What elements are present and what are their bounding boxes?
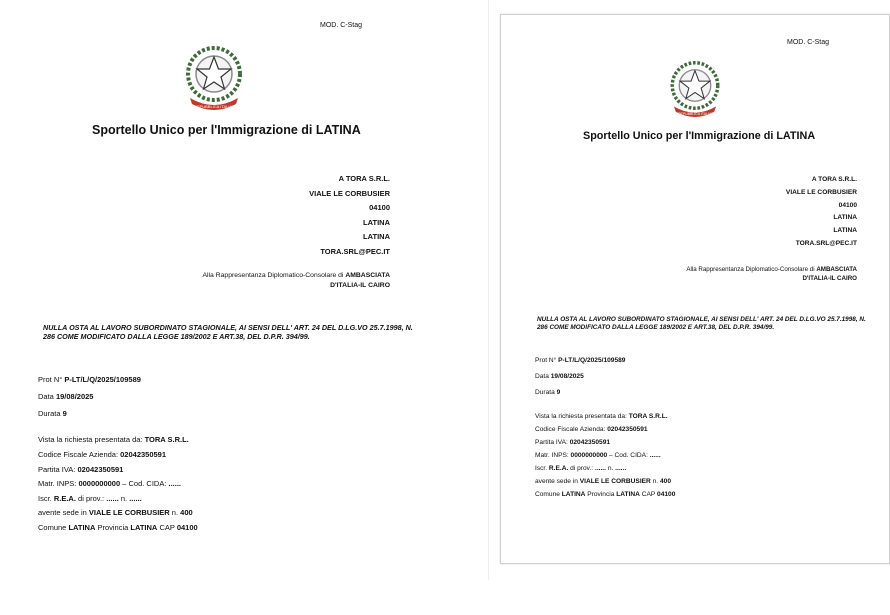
duration-value: 9 (62, 409, 67, 418)
emblem-ribbon-text: REPUBBLICA ITALIANA (678, 112, 717, 116)
date-line (38, 392, 93, 401)
duration-line (38, 409, 67, 418)
cida-label: – Cod. CIDA: (607, 452, 650, 459)
rea-prov-value: ...... (594, 465, 606, 472)
embassy-name: AMBASCIATA (345, 272, 390, 279)
applicant-label: Vista la richiesta presentata da: (38, 435, 145, 444)
cida-value: ...... (168, 479, 182, 488)
cap-label: CAP (639, 491, 658, 498)
fiscal-code-label: Codice Fiscale Azienda: (38, 450, 121, 459)
province-label: Provincia (585, 491, 617, 498)
nulla-osta-heading: NULLA OSTA AL LAVORO SUBORDINATO STAGIONALE, AI SENSI DELL' ART. 24 DEL D.LG.VO 25.7.1998, N. 286 COME MODIFICATO DALLA LEGGE 189/2002 E ART.38, DEL D.P.R. 394/99. (537, 316, 866, 331)
headquarters-line (38, 508, 193, 517)
recipient-line: VIALE LE CORBUSIER (309, 188, 390, 198)
recipient-line: VIALE LE CORBUSIER (785, 188, 857, 196)
fiscal-code-label: Codice Fiscale Azienda: (535, 426, 608, 433)
municipality-label: Comune (535, 491, 562, 498)
municipality-line (535, 491, 675, 498)
inps-label: Matr. INPS: (535, 452, 571, 459)
fiscal-code-value: 02042350591 (607, 426, 648, 433)
municipality-value: LATINA (68, 523, 96, 532)
embassy-block (203, 271, 391, 291)
inps-line (38, 479, 181, 488)
embassy-prefix: Alla Rappresentanza Diplomatico-Consolare di (686, 266, 817, 273)
date-label: Data (535, 373, 551, 380)
headquarters-value: VIALE LE CORBUSIER (579, 478, 651, 485)
form-code: MOD. C-Stag (787, 39, 830, 46)
applicant-line (535, 413, 668, 420)
inps-value: 0000000000 (78, 479, 121, 488)
rea-label: R.E.A. (548, 465, 569, 472)
duration-label: Durata (535, 389, 557, 396)
protocol-value: P-LT/L/Q/2025/109589 (64, 375, 141, 384)
rea-prov-label: di prov.: (75, 494, 107, 503)
recipient-line: LATINA (363, 232, 390, 241)
province-value: LATINA (616, 491, 640, 498)
recipient-email: TORA.SRL@PEC.IT (320, 246, 390, 256)
embassy-name: AMBASCIATA (816, 266, 857, 273)
embassy-name-2: D'ITALIA-IL CAIRO (802, 275, 857, 282)
vat-value: 02042350591 (77, 465, 124, 474)
rea-n-label: n. (118, 494, 130, 503)
recipient-line: 04100 (838, 201, 857, 209)
duration-line (535, 389, 560, 396)
iscr-label: Iscr. (535, 465, 549, 472)
headquarters-n-value: 400 (180, 508, 193, 517)
vat-value: 02042350591 (569, 439, 611, 446)
inps-value: 0000000000 (570, 452, 608, 459)
municipality-label: Comune (38, 523, 69, 532)
recipient-line: A TORA S.R.L. (338, 174, 390, 183)
fiscal-code-line (535, 426, 648, 433)
province-value: LATINA (130, 523, 158, 532)
protocol-line (535, 357, 625, 364)
date-label: Data (38, 392, 56, 401)
nulla-osta-heading: NULLA OSTA AL LAVORO SUBORDINATO STAGIONALE, AI SENSI DELL' ART. 24 DEL D.LG.VO 25.7.1998, N. 286 COME MODIFICATO DALLA LEGGE 189/2002 E ART.38, DEL D.P.R. 394/99. (43, 323, 413, 341)
cap-value: 04100 (176, 523, 198, 532)
recipient-line: LATINA (833, 214, 857, 222)
headquarters-label: avente sede in (38, 508, 89, 517)
protocol-label: Prot N° (38, 375, 65, 384)
protocol-label: Prot N° (535, 357, 559, 364)
applicant-label: Vista la richiesta presentata da: (535, 413, 629, 420)
recipient-line: A TORA S.R.L. (811, 176, 857, 183)
recipient-line: LATINA (833, 227, 857, 235)
rea-prov-value: ...... (106, 494, 119, 503)
inps-line (535, 452, 661, 459)
vat-label: Partita IVA: (535, 439, 570, 446)
recipient-email: TORA.SRL@PEC.IT (795, 239, 857, 247)
municipality-value: LATINA (561, 491, 586, 498)
rea-line (38, 494, 142, 503)
embassy-name-2: D'ITALIA-IL CAIRO (330, 282, 390, 289)
headquarters-line (535, 478, 671, 485)
fiscal-code-value: 02042350591 (120, 450, 167, 459)
date-value: 19/08/2025 (550, 373, 584, 380)
headquarters-n-label: n. (169, 508, 181, 517)
embassy-block (686, 265, 857, 283)
cida-value: ...... (649, 452, 661, 459)
rea-prov-label: di prov.: (568, 465, 595, 472)
rea-n-value: ...... (615, 465, 627, 472)
applicant-value: TORA S.R.L. (144, 435, 189, 444)
municipality-line (38, 523, 198, 532)
recipient-line: LATINA (363, 217, 390, 227)
protocol-line (38, 375, 141, 384)
rea-line (535, 465, 626, 472)
cap-label: CAP (157, 523, 177, 532)
headquarters-value: VIALE LE CORBUSIER (88, 508, 170, 517)
headquarters-n-value: 400 (659, 478, 671, 485)
cap-value: 04100 (657, 491, 676, 498)
applicant-line (38, 435, 189, 444)
duration-label: Durata (38, 409, 63, 418)
rea-n-value: ...... (129, 494, 142, 503)
date-value: 19/08/2025 (55, 392, 94, 401)
fiscal-code-line (38, 450, 166, 459)
office-title: Sportello Unico per l'Immigrazione di LATINA (583, 130, 816, 142)
vat-line (535, 439, 610, 446)
form-code: MOD. C-Stag (320, 22, 363, 29)
recipient-line: 04100 (369, 203, 390, 212)
emblem-ribbon-text: REPUBBLICA ITALIANA (194, 104, 238, 109)
date-line (535, 373, 584, 380)
inps-label: Matr. INPS: (38, 479, 79, 488)
document-page-right (500, 14, 890, 564)
office-title: Sportello Unico per l'Immigrazione di LATINA (92, 123, 361, 137)
protocol-value: P-LT/L/Q/2025/109589 (558, 357, 626, 364)
applicant-value: TORA S.R.L. (628, 413, 668, 420)
duration-value: 9 (556, 389, 561, 396)
headquarters-n-label: n. (650, 478, 660, 485)
headquarters-label: avente sede in (535, 478, 580, 485)
iscr-label: Iscr. (38, 494, 54, 503)
vat-line (38, 465, 123, 474)
rea-label: R.E.A. (53, 494, 76, 503)
recipient-address (786, 174, 857, 251)
embassy-prefix: Alla Rappresentanza Diplomatico-Consolare di (202, 272, 346, 279)
rea-n-label: n. (605, 465, 616, 472)
vat-label: Partita IVA: (38, 465, 78, 474)
cida-label: – Cod. CIDA: (120, 479, 169, 488)
province-label: Provincia (95, 523, 131, 532)
recipient-address (309, 172, 390, 259)
